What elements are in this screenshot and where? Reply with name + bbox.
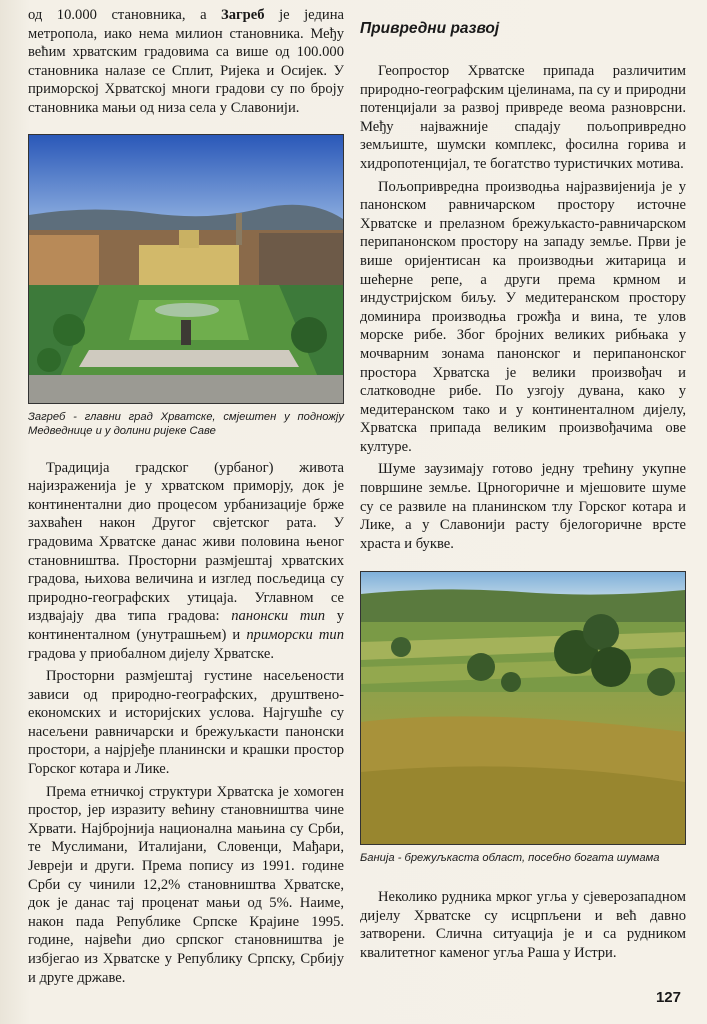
forests-paragraph: Шуме заузимају готово једну трећину укупне површине земље. Црногоричне и мјешовите шуме су се развиле на планинском тлу Горског котара и Лике, а у Славонији расту бјелогоричне врсте храста и букве.: [360, 461, 686, 552]
banija-photo-caption: Банија - брежуљкаста област, посебно богата шумама: [360, 852, 660, 865]
zagreb-photo-caption: Загреб - главни град Хрватске, смјештен у подножју Медведнице и у долини ријеке Саве: [28, 410, 344, 438]
intro-text-a: од 10.000 становника, а: [28, 7, 222, 23]
pannonian-type-term: панонски тип: [231, 608, 326, 625]
intro-text-b: је једина метропола, иако нема милион становника. Међу већим хрватским градовима са више од 100.000 становника налазе се Сплит, Ријека и Осијек. У приморској Хрватској многи градови су по броју становника мањи од низа села у Славонији.: [28, 7, 344, 116]
right-column: [360, 6, 686, 962]
intro-bold-city: Загреб: [221, 7, 265, 23]
ethnic-paragraph: Према етничкој структури Хрватска је хомоген простор, јер изразиту већину становништва чине Хрвати. Најбројнија национална мањина су Срби, те Муслимани, Италијани, Словенци, Мађари, Јевреји и други. Према попису из 1991. године Срби су чинили 12,2% становништва Хрватске, док је данас тај проценат мањи од 5%. Наиме, након пада Републике Српске Крајине 1995. године, највећи дио српског становништва је избјегао из Хрватске у Републику Српску, Србију и друге државе.: [28, 783, 344, 986]
density-paragraph: Просторни размјештај густине насељености зависи од природно-географских, друштвено-економских и историјских услова. Најгушће су насељени равничарски и брежуљкасти панонски простори, а најрјеђе планински и крашки простор Горског котара и Лике.: [28, 668, 344, 778]
banija-photo: [360, 571, 686, 845]
agriculture-paragraph: Пољопривредна производња најразвијенија је у панонском равничарском простору источне Хрватске и прелазном брежуљкасто-равничарском перипанонском простору на западу земље. Први је више оријентисан ка производњи житарица и шећерне репе, а други према крмном и индустријском биљу. У медитеранском простору доминира производња грожђа и вина, те улов морске рибе. Због бројних великих рибњака у мочварним зонама панонског и перипанонског простора Хрватска је велики произвођач и слатководне рибе. По узгоју дувана, како у медитеранском тако и у континенталном дијелу, Хрватска припада великим произвођачима ове културе.: [360, 178, 686, 455]
page-number: 127: [655, 989, 681, 1006]
economy-paragraph: Геопростор Хрватске припада различитим природно-географским цјелинама, па су и природни потенцијали за развој привреде веома разноврсни. Међу најважније спадају пољопривредно земљиште, шумски комплекс, фосилна горива и хидропотенцијал, те богатство туристичких мотива.: [360, 63, 686, 172]
section-heading: Привредни развој: [360, 20, 500, 37]
urban-text-a: Традиција градског (урбаног) живота најизраженија је у хрватском приморју, док је континентални дио процесом урбанизације брже захваћен након Другог свјетског рата. У градовима Хрватске данас живи половина њеног становништва. Просторни размјештај хрватских градова, њихова величина и изглед посљедица су природно-географских утицаја. Углавном се издвајају два типа градова:: [28, 459, 344, 625]
coastal-type-term: приморски тип: [246, 626, 344, 643]
intro-paragraph: [28, 6, 344, 118]
left-column: [28, 6, 344, 987]
urban-text-b: у континенталном (унутрашњем) и: [28, 608, 344, 643]
mining-paragraph: Неколико рудника мрког угља у сјеверозападном дијелу Хрватске су исцрпљени и већ давно затворени. Слична ситуација је и са рудником квалитетног каменог угља Раша у Истри.: [360, 888, 686, 961]
zagreb-photo: [28, 134, 344, 404]
urban-paragraph: [28, 459, 344, 664]
urban-text-c: градова у приобалном дијелу Хрватске.: [28, 645, 275, 662]
